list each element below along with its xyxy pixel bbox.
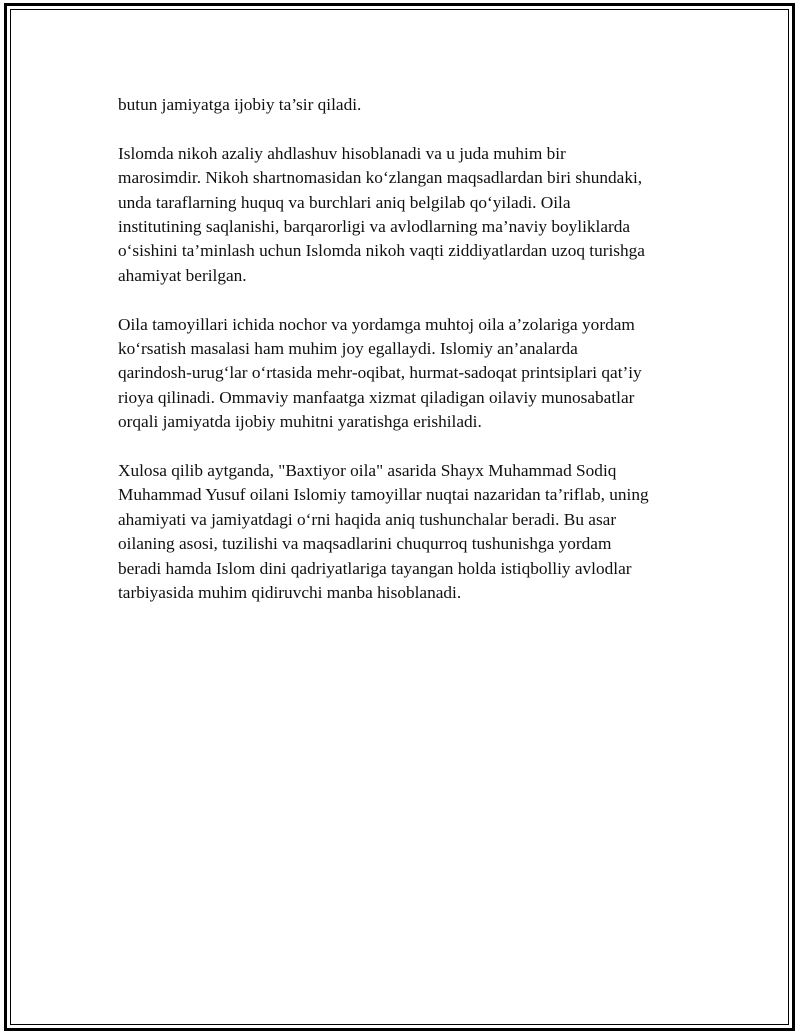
paragraph-oila-tamoyillari: Oila tamoyillari ichida nochor va yordamga muhtoj oila a’zolariga yordam ko‘rsatish masalasi ham muhim joy egallaydi. Islomiy an’analarda qarindosh-urug‘lar o‘rtasida mehr-oqibat, hurmat-sadoqat printsiplari qat’iy rioya qilinadi. Ommaviy manfaatga xizmat qiladigan oilaviy munosabatlar orqali jamiyatda ijobiy muhitni yaratishga erishiladi. bbox=[118, 314, 642, 432]
paragraph-xulosa: Xulosa qilib aytganda, "Baxtiyor oila" asarida Shayx Muhammad Sodiq Muhammad Yusuf oilani Islomiy tamoyillar nuqtai nazaridan ta’riflab, uning ahamiyati va jamiyatdagi o‘rni haqida aniq tushunchalar beradi. Bu asar oilaning asosi, tuzilishi va maqsadlarini chuqurroq tushunishga yordam beradi hamda Islom dini qadriyatlariga tayangan holda istiqbolliy avlodlar tarbiyasida muhim qidiruvchi manba hisoblanadi. bbox=[118, 461, 649, 603]
paragraph-continuation: butun jamiyatga ijobiy ta’sir qiladi. bbox=[118, 95, 362, 114]
paragraph-nikoh: Islomda nikoh azaliy ahdlashuv hisoblanadi va u juda muhim bir marosimdir. Nikoh shartnomasidan ko‘zlangan maqsadlardan biri shundaki, unda taraflarning huquq va burchlari aniq belgilab qo‘yiladi. Oila institutining saqlanishi, barqarorligi va avlodlarning ma’naviy boyliklarda o‘sishini ta’minlash uchun Islomda nikoh vaqti ziddiyatlardan uzoq turishga ahamiyat berilgan. bbox=[118, 143, 645, 285]
document-body bbox=[118, 93, 698, 630]
